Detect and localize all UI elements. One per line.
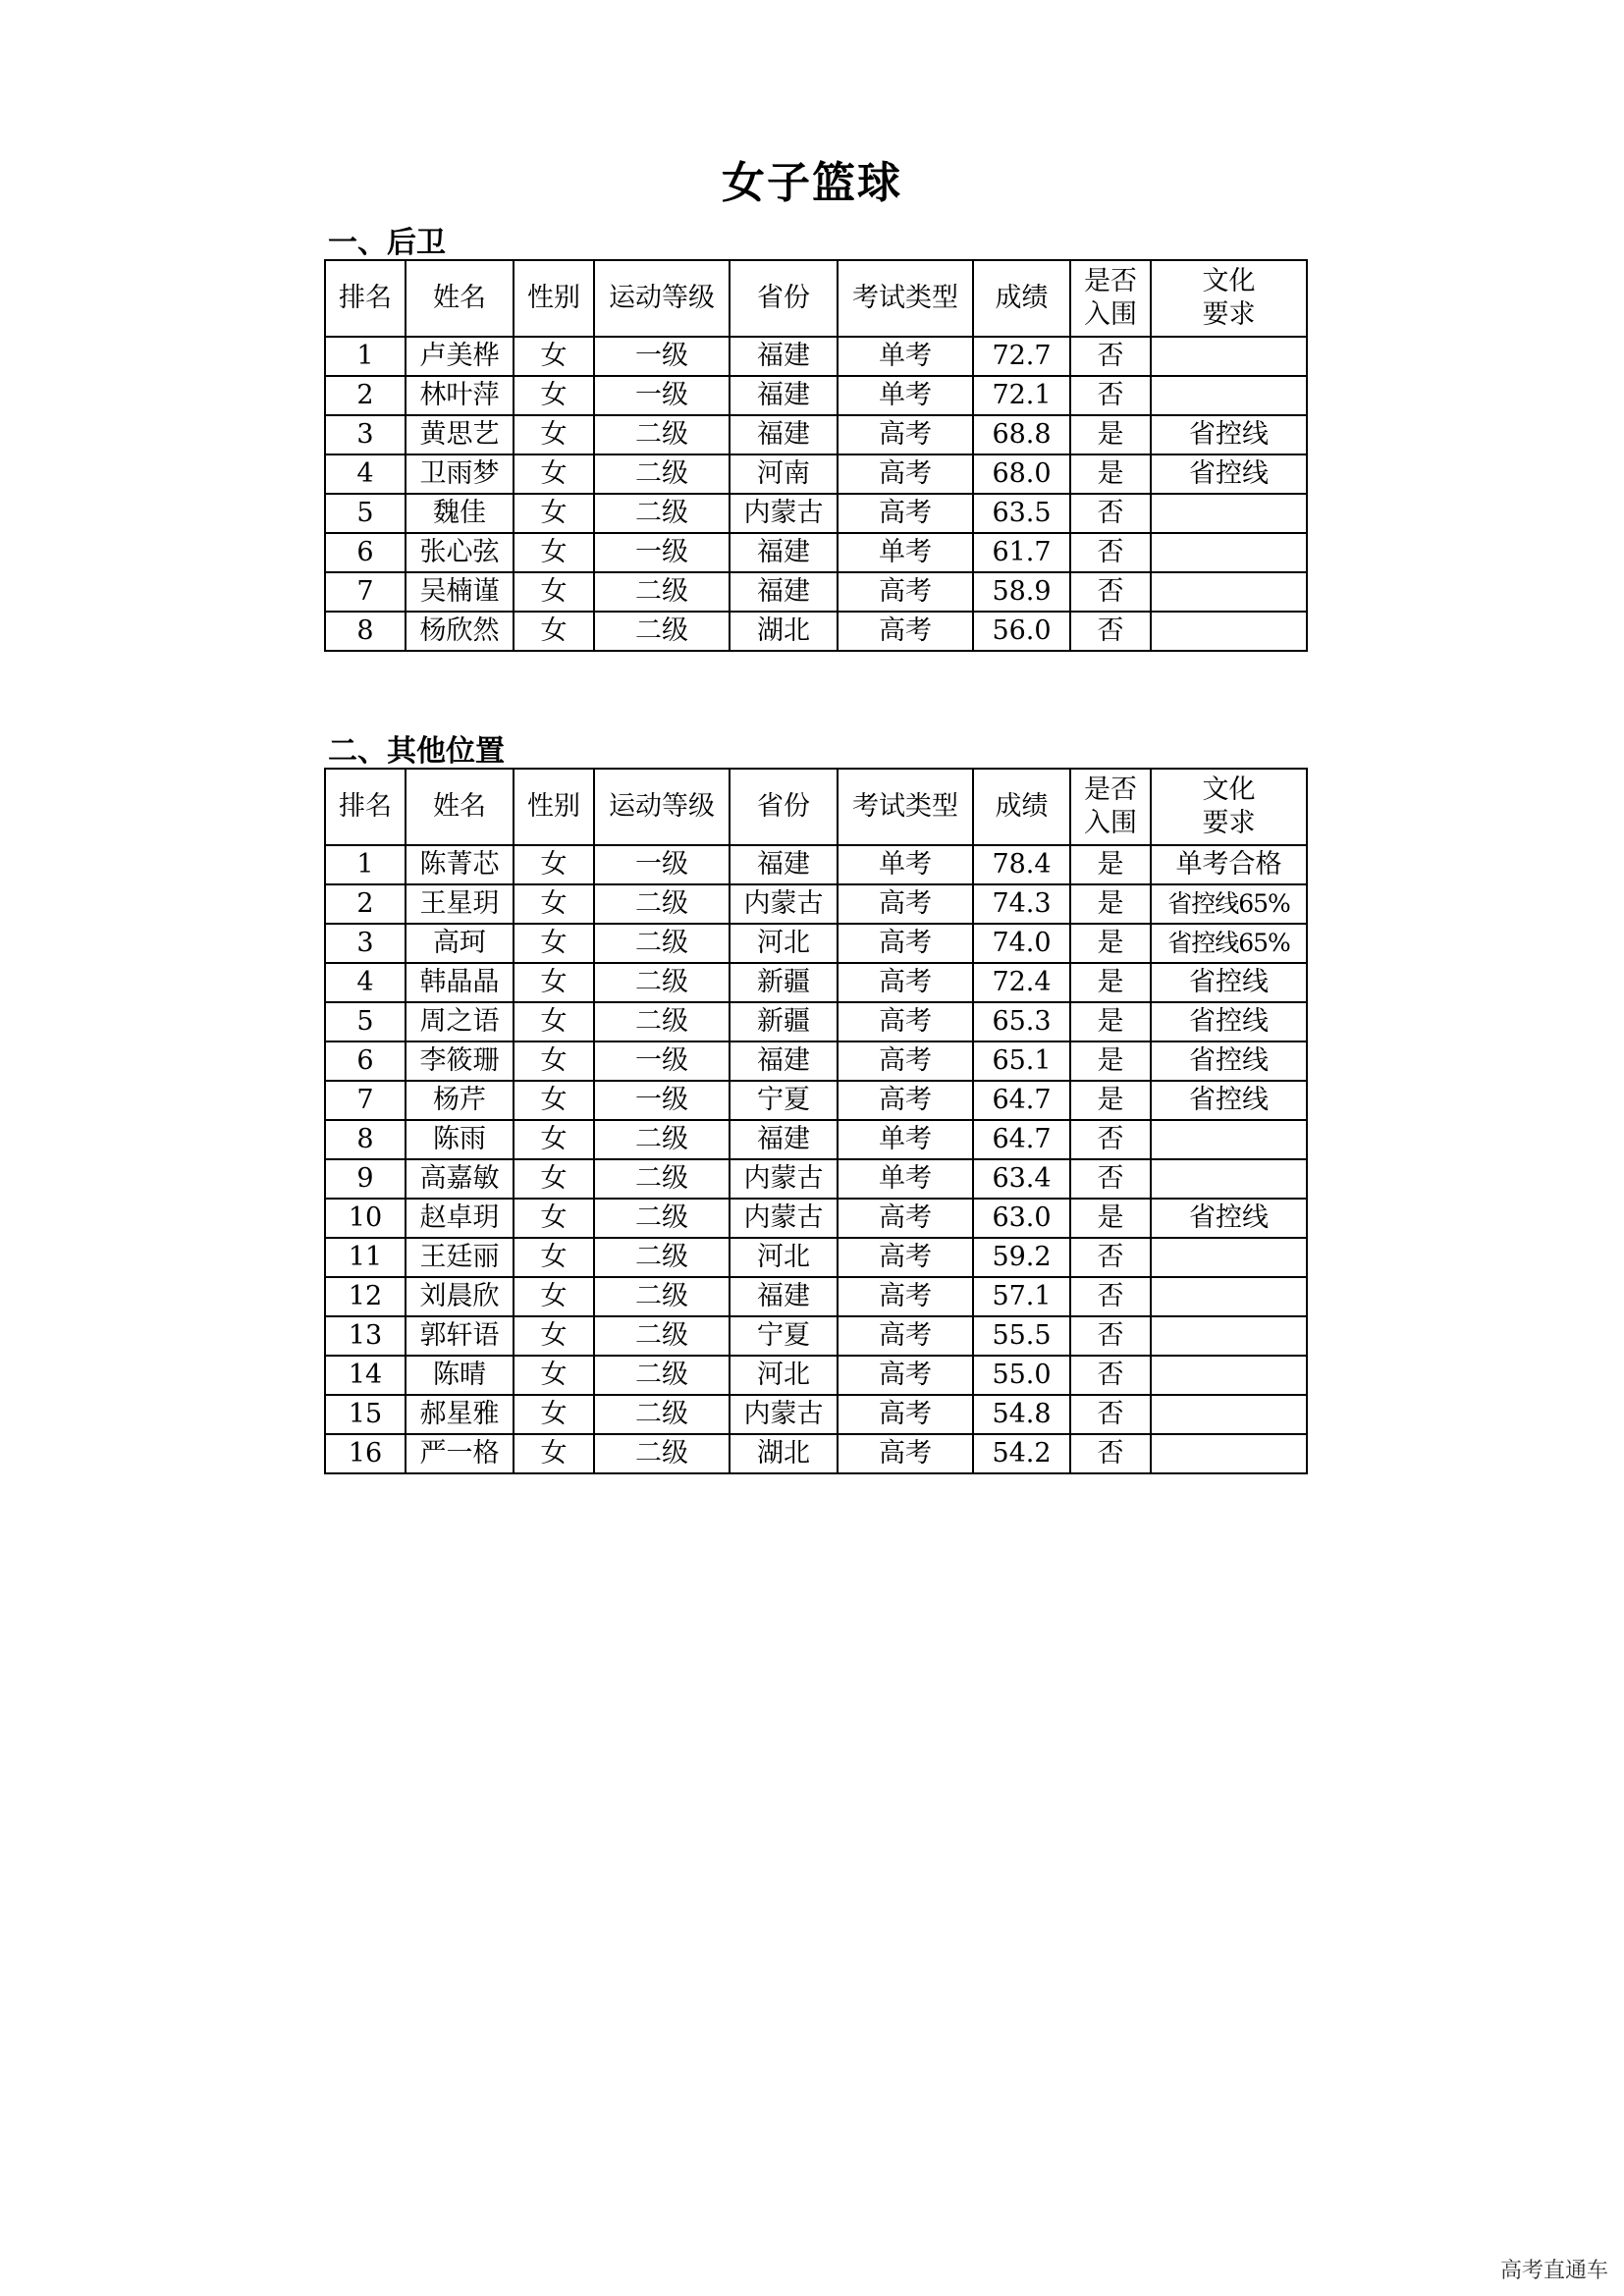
table-cell: 是 bbox=[1070, 1041, 1151, 1081]
table-cell: 64.7 bbox=[973, 1120, 1070, 1159]
table-cell: 一级 bbox=[594, 845, 730, 884]
table-row bbox=[325, 494, 1307, 533]
table-cell: 陈雨 bbox=[406, 1120, 514, 1159]
table-cell: 二级 bbox=[594, 884, 730, 924]
table-cell bbox=[1151, 337, 1307, 376]
table-row bbox=[325, 963, 1307, 1002]
table-cell: 郭轩语 bbox=[406, 1316, 514, 1356]
table-cell: 女 bbox=[514, 1199, 594, 1238]
table-row bbox=[325, 533, 1307, 572]
table-cell: 女 bbox=[514, 533, 594, 572]
table-cell: 福建 bbox=[730, 415, 838, 454]
table-cell: 刘晨欣 bbox=[406, 1277, 514, 1316]
table-cell: 64.7 bbox=[973, 1081, 1070, 1120]
table-cell: 单考合格 bbox=[1151, 845, 1307, 884]
table-cell: 二级 bbox=[594, 454, 730, 494]
table-cell: 一级 bbox=[594, 1041, 730, 1081]
table-cell: 女 bbox=[514, 1002, 594, 1041]
table-cell bbox=[1151, 1316, 1307, 1356]
table-cell: 13 bbox=[325, 1316, 406, 1356]
table-cell: 2 bbox=[325, 884, 406, 924]
table-cell: 否 bbox=[1070, 337, 1151, 376]
table-cell: 单考 bbox=[838, 337, 973, 376]
table-cell: 高考 bbox=[838, 1434, 973, 1473]
column-header: 成绩 bbox=[973, 260, 1070, 337]
table-cell: 女 bbox=[514, 572, 594, 612]
table-cell: 二级 bbox=[594, 1316, 730, 1356]
column-header: 考试类型 bbox=[838, 769, 973, 845]
column-header: 考试类型 bbox=[838, 260, 973, 337]
table-cell: 12 bbox=[325, 1277, 406, 1316]
table-header-row bbox=[325, 260, 1307, 337]
table-cell: 68.8 bbox=[973, 415, 1070, 454]
table-cell: 周之语 bbox=[406, 1002, 514, 1041]
table-cell: 是 bbox=[1070, 415, 1151, 454]
table-cell: 女 bbox=[514, 884, 594, 924]
table-cell: 河南 bbox=[730, 454, 838, 494]
table-cell: 15 bbox=[325, 1395, 406, 1434]
table-cell: 68.0 bbox=[973, 454, 1070, 494]
table-cell: 二级 bbox=[594, 1002, 730, 1041]
table-cell bbox=[1151, 1356, 1307, 1395]
table-cell: 4 bbox=[325, 963, 406, 1002]
table-cell: 是 bbox=[1070, 454, 1151, 494]
column-header: 成绩 bbox=[973, 769, 1070, 845]
table-cell: 8 bbox=[325, 1120, 406, 1159]
table-cell: 二级 bbox=[594, 1356, 730, 1395]
section-heading-guards: 一、后卫 bbox=[328, 226, 446, 260]
table-cell: 高珂 bbox=[406, 924, 514, 963]
table-cell: 高考 bbox=[838, 1356, 973, 1395]
table-cell: 9 bbox=[325, 1159, 406, 1199]
table-cell: 王星玥 bbox=[406, 884, 514, 924]
table-cell bbox=[1151, 612, 1307, 651]
table-row bbox=[325, 1356, 1307, 1395]
table-cell: 宁夏 bbox=[730, 1081, 838, 1120]
table-cell: 高考 bbox=[838, 1238, 973, 1277]
table-cell: 是 bbox=[1070, 1199, 1151, 1238]
table-cell: 内蒙古 bbox=[730, 1395, 838, 1434]
table-cell: 二级 bbox=[594, 1434, 730, 1473]
table-cell: 二级 bbox=[594, 572, 730, 612]
table-cell: 王廷丽 bbox=[406, 1238, 514, 1277]
column-header: 省份 bbox=[730, 260, 838, 337]
table-cell: 72.1 bbox=[973, 376, 1070, 415]
table-cell: 省控线 bbox=[1151, 454, 1307, 494]
table-row bbox=[325, 884, 1307, 924]
table-cell: 女 bbox=[514, 337, 594, 376]
table-cell: 韩晶晶 bbox=[406, 963, 514, 1002]
table-cell: 7 bbox=[325, 572, 406, 612]
table-cell: 宁夏 bbox=[730, 1316, 838, 1356]
table-cell: 吴楠谨 bbox=[406, 572, 514, 612]
table-cell: 14 bbox=[325, 1356, 406, 1395]
table-cell: 55.5 bbox=[973, 1316, 1070, 1356]
column-header: 性别 bbox=[514, 769, 594, 845]
table-cell bbox=[1151, 376, 1307, 415]
table-cell: 高考 bbox=[838, 1277, 973, 1316]
column-header: 排名 bbox=[325, 260, 406, 337]
table-row bbox=[325, 612, 1307, 651]
table-cell: 一级 bbox=[594, 533, 730, 572]
table-cell: 否 bbox=[1070, 572, 1151, 612]
table-cell: 否 bbox=[1070, 1316, 1151, 1356]
table-cell: 黄思艺 bbox=[406, 415, 514, 454]
table-cell: 61.7 bbox=[973, 533, 1070, 572]
table-cell: 河北 bbox=[730, 1356, 838, 1395]
table-cell: 63.4 bbox=[973, 1159, 1070, 1199]
table-row bbox=[325, 1159, 1307, 1199]
table-cell: 女 bbox=[514, 924, 594, 963]
table-cell bbox=[1151, 1434, 1307, 1473]
column-header: 姓名 bbox=[406, 769, 514, 845]
table-cell: 高考 bbox=[838, 415, 973, 454]
table-cell: 湖北 bbox=[730, 1434, 838, 1473]
table-cell: 卢美桦 bbox=[406, 337, 514, 376]
table-cell: 54.8 bbox=[973, 1395, 1070, 1434]
table-cell: 54.2 bbox=[973, 1434, 1070, 1473]
table-cell: 省控线65% bbox=[1151, 884, 1307, 924]
table-cell: 56.0 bbox=[973, 612, 1070, 651]
table-cell: 女 bbox=[514, 454, 594, 494]
table-cell: 二级 bbox=[594, 1120, 730, 1159]
table-cell: 赵卓玥 bbox=[406, 1199, 514, 1238]
table-cell: 女 bbox=[514, 1120, 594, 1159]
table-cell: 女 bbox=[514, 1395, 594, 1434]
table-cell: 李筱珊 bbox=[406, 1041, 514, 1081]
table-row bbox=[325, 1002, 1307, 1041]
table-cell: 魏佳 bbox=[406, 494, 514, 533]
table-cell: 林叶萍 bbox=[406, 376, 514, 415]
table-cell: 福建 bbox=[730, 533, 838, 572]
table-cell: 3 bbox=[325, 415, 406, 454]
table-cell: 高考 bbox=[838, 1199, 973, 1238]
footer-watermark: 高考直通车 bbox=[1499, 2259, 1608, 2283]
table-cell: 女 bbox=[514, 1081, 594, 1120]
table-cell: 福建 bbox=[730, 572, 838, 612]
table-cell: 二级 bbox=[594, 1159, 730, 1199]
table-cell: 是 bbox=[1070, 924, 1151, 963]
column-header: 姓名 bbox=[406, 260, 514, 337]
table-cell: 否 bbox=[1070, 1238, 1151, 1277]
column-header: 文化 要求 bbox=[1151, 260, 1307, 337]
table-cell bbox=[1151, 1159, 1307, 1199]
column-header: 是否 入围 bbox=[1070, 769, 1151, 845]
table-cell: 一级 bbox=[594, 337, 730, 376]
table-cell: 5 bbox=[325, 1002, 406, 1041]
table-cell: 二级 bbox=[594, 494, 730, 533]
table-cell: 省控线 bbox=[1151, 1199, 1307, 1238]
table-row bbox=[325, 1041, 1307, 1081]
table-cell: 否 bbox=[1070, 1356, 1151, 1395]
table-cell: 高考 bbox=[838, 612, 973, 651]
table-cell: 省控线 bbox=[1151, 415, 1307, 454]
table-row bbox=[325, 376, 1307, 415]
table-cell: 否 bbox=[1070, 533, 1151, 572]
table-cell: 10 bbox=[325, 1199, 406, 1238]
table-cell: 否 bbox=[1070, 376, 1151, 415]
table-cell bbox=[1151, 533, 1307, 572]
table-cell: 高考 bbox=[838, 924, 973, 963]
table-cell: 二级 bbox=[594, 1395, 730, 1434]
table-row bbox=[325, 845, 1307, 884]
table-cell: 高考 bbox=[838, 963, 973, 1002]
table-cell: 二级 bbox=[594, 1238, 730, 1277]
table-row bbox=[325, 1199, 1307, 1238]
guards-table bbox=[324, 259, 1308, 652]
table-cell: 张心弦 bbox=[406, 533, 514, 572]
table-cell: 高考 bbox=[838, 884, 973, 924]
table-cell: 11 bbox=[325, 1238, 406, 1277]
table-cell: 一级 bbox=[594, 1081, 730, 1120]
table-cell: 72.4 bbox=[973, 963, 1070, 1002]
table-cell: 单考 bbox=[838, 845, 973, 884]
table-cell: 河北 bbox=[730, 924, 838, 963]
table-cell: 是 bbox=[1070, 884, 1151, 924]
table-cell: 否 bbox=[1070, 612, 1151, 651]
table-cell: 高考 bbox=[838, 1316, 973, 1356]
table-cell: 高考 bbox=[838, 1395, 973, 1434]
table-cell: 新疆 bbox=[730, 963, 838, 1002]
table-cell: 内蒙古 bbox=[730, 494, 838, 533]
table-cell: 否 bbox=[1070, 1120, 1151, 1159]
table-cell: 二级 bbox=[594, 612, 730, 651]
table-row bbox=[325, 415, 1307, 454]
table-cell: 福建 bbox=[730, 337, 838, 376]
table-cell: 福建 bbox=[730, 845, 838, 884]
table-cell: 是 bbox=[1070, 845, 1151, 884]
table-cell: 74.0 bbox=[973, 924, 1070, 963]
column-header: 省份 bbox=[730, 769, 838, 845]
table-cell: 女 bbox=[514, 963, 594, 1002]
table-cell: 高考 bbox=[838, 572, 973, 612]
table-row bbox=[325, 454, 1307, 494]
table-cell: 严一格 bbox=[406, 1434, 514, 1473]
table-cell: 女 bbox=[514, 1434, 594, 1473]
table-cell: 女 bbox=[514, 1356, 594, 1395]
table-cell: 63.0 bbox=[973, 1199, 1070, 1238]
table-cell: 高考 bbox=[838, 494, 973, 533]
table-cell: 高考 bbox=[838, 454, 973, 494]
table-cell: 72.7 bbox=[973, 337, 1070, 376]
table-cell: 福建 bbox=[730, 1277, 838, 1316]
table-cell: 河北 bbox=[730, 1238, 838, 1277]
table-cell: 女 bbox=[514, 415, 594, 454]
table-cell: 湖北 bbox=[730, 612, 838, 651]
table-cell: 6 bbox=[325, 533, 406, 572]
table-cell: 郝星雅 bbox=[406, 1395, 514, 1434]
table-cell: 女 bbox=[514, 494, 594, 533]
table-cell bbox=[1151, 1238, 1307, 1277]
column-header: 性别 bbox=[514, 260, 594, 337]
table-cell: 内蒙古 bbox=[730, 884, 838, 924]
table-cell: 4 bbox=[325, 454, 406, 494]
table-cell: 二级 bbox=[594, 1199, 730, 1238]
table-cell: 2 bbox=[325, 376, 406, 415]
table-cell: 二级 bbox=[594, 415, 730, 454]
table-cell: 省控线 bbox=[1151, 1002, 1307, 1041]
table-cell: 否 bbox=[1070, 494, 1151, 533]
column-header: 是否 入围 bbox=[1070, 260, 1151, 337]
table-cell: 女 bbox=[514, 1238, 594, 1277]
table-cell: 内蒙古 bbox=[730, 1199, 838, 1238]
table-cell: 高嘉敏 bbox=[406, 1159, 514, 1199]
table-cell: 省控线 bbox=[1151, 1041, 1307, 1081]
section-heading-other-positions: 二、其他位置 bbox=[328, 734, 505, 769]
table-cell: 57.1 bbox=[973, 1277, 1070, 1316]
table-cell: 高考 bbox=[838, 1081, 973, 1120]
table-cell: 福建 bbox=[730, 376, 838, 415]
table-cell: 55.0 bbox=[973, 1356, 1070, 1395]
table-cell: 63.5 bbox=[973, 494, 1070, 533]
table-cell: 女 bbox=[514, 1277, 594, 1316]
table-cell: 16 bbox=[325, 1434, 406, 1473]
table-cell: 女 bbox=[514, 1159, 594, 1199]
column-header: 文化 要求 bbox=[1151, 769, 1307, 845]
column-header: 排名 bbox=[325, 769, 406, 845]
table-cell: 8 bbox=[325, 612, 406, 651]
table-cell: 新疆 bbox=[730, 1002, 838, 1041]
table-cell: 二级 bbox=[594, 924, 730, 963]
table-cell: 二级 bbox=[594, 963, 730, 1002]
table-cell: 单考 bbox=[838, 533, 973, 572]
table-cell: 女 bbox=[514, 1316, 594, 1356]
table-row bbox=[325, 1120, 1307, 1159]
table-cell: 否 bbox=[1070, 1395, 1151, 1434]
table-header-row bbox=[325, 769, 1307, 845]
table-row bbox=[325, 1395, 1307, 1434]
page-title: 女子篮球 bbox=[722, 158, 902, 208]
column-header: 运动等级 bbox=[594, 260, 730, 337]
table-cell: 女 bbox=[514, 845, 594, 884]
table-cell: 一级 bbox=[594, 376, 730, 415]
table-cell: 58.9 bbox=[973, 572, 1070, 612]
table-row bbox=[325, 572, 1307, 612]
table-cell: 女 bbox=[514, 1041, 594, 1081]
table-cell: 内蒙古 bbox=[730, 1159, 838, 1199]
table-row bbox=[325, 1081, 1307, 1120]
table-cell: 3 bbox=[325, 924, 406, 963]
table-cell: 福建 bbox=[730, 1041, 838, 1081]
table-cell: 高考 bbox=[838, 1041, 973, 1081]
table-cell: 1 bbox=[325, 845, 406, 884]
table-cell: 陈菁芯 bbox=[406, 845, 514, 884]
table-row bbox=[325, 1434, 1307, 1473]
table-row bbox=[325, 337, 1307, 376]
table-cell bbox=[1151, 572, 1307, 612]
table-cell: 单考 bbox=[838, 1120, 973, 1159]
table-cell bbox=[1151, 1277, 1307, 1316]
table-row bbox=[325, 1238, 1307, 1277]
table-cell: 省控线 bbox=[1151, 1081, 1307, 1120]
table-cell: 二级 bbox=[594, 1277, 730, 1316]
table-cell: 杨欣然 bbox=[406, 612, 514, 651]
table-row bbox=[325, 924, 1307, 963]
table-cell: 65.3 bbox=[973, 1002, 1070, 1041]
table-cell bbox=[1151, 494, 1307, 533]
table-cell: 陈晴 bbox=[406, 1356, 514, 1395]
table-cell: 78.4 bbox=[973, 845, 1070, 884]
table-cell: 女 bbox=[514, 376, 594, 415]
table-cell: 74.3 bbox=[973, 884, 1070, 924]
table-cell: 是 bbox=[1070, 1081, 1151, 1120]
table-cell: 单考 bbox=[838, 1159, 973, 1199]
table-cell: 高考 bbox=[838, 1002, 973, 1041]
table-row bbox=[325, 1316, 1307, 1356]
table-cell: 福建 bbox=[730, 1120, 838, 1159]
table-cell bbox=[1151, 1120, 1307, 1159]
table-cell: 省控线65% bbox=[1151, 924, 1307, 963]
table-cell: 否 bbox=[1070, 1434, 1151, 1473]
table-cell: 59.2 bbox=[973, 1238, 1070, 1277]
table-cell: 65.1 bbox=[973, 1041, 1070, 1081]
table-cell: 杨芹 bbox=[406, 1081, 514, 1120]
table-cell: 卫雨梦 bbox=[406, 454, 514, 494]
table-cell: 是 bbox=[1070, 963, 1151, 1002]
column-header: 运动等级 bbox=[594, 769, 730, 845]
table-cell: 否 bbox=[1070, 1277, 1151, 1316]
table-cell: 省控线 bbox=[1151, 963, 1307, 1002]
table-cell bbox=[1151, 1395, 1307, 1434]
table-cell: 单考 bbox=[838, 376, 973, 415]
table-cell: 1 bbox=[325, 337, 406, 376]
table-cell: 女 bbox=[514, 612, 594, 651]
table-cell: 7 bbox=[325, 1081, 406, 1120]
table-cell: 6 bbox=[325, 1041, 406, 1081]
other-positions-table bbox=[324, 768, 1308, 1474]
table-cell: 否 bbox=[1070, 1159, 1151, 1199]
table-cell: 5 bbox=[325, 494, 406, 533]
table-row bbox=[325, 1277, 1307, 1316]
table-cell: 是 bbox=[1070, 1002, 1151, 1041]
